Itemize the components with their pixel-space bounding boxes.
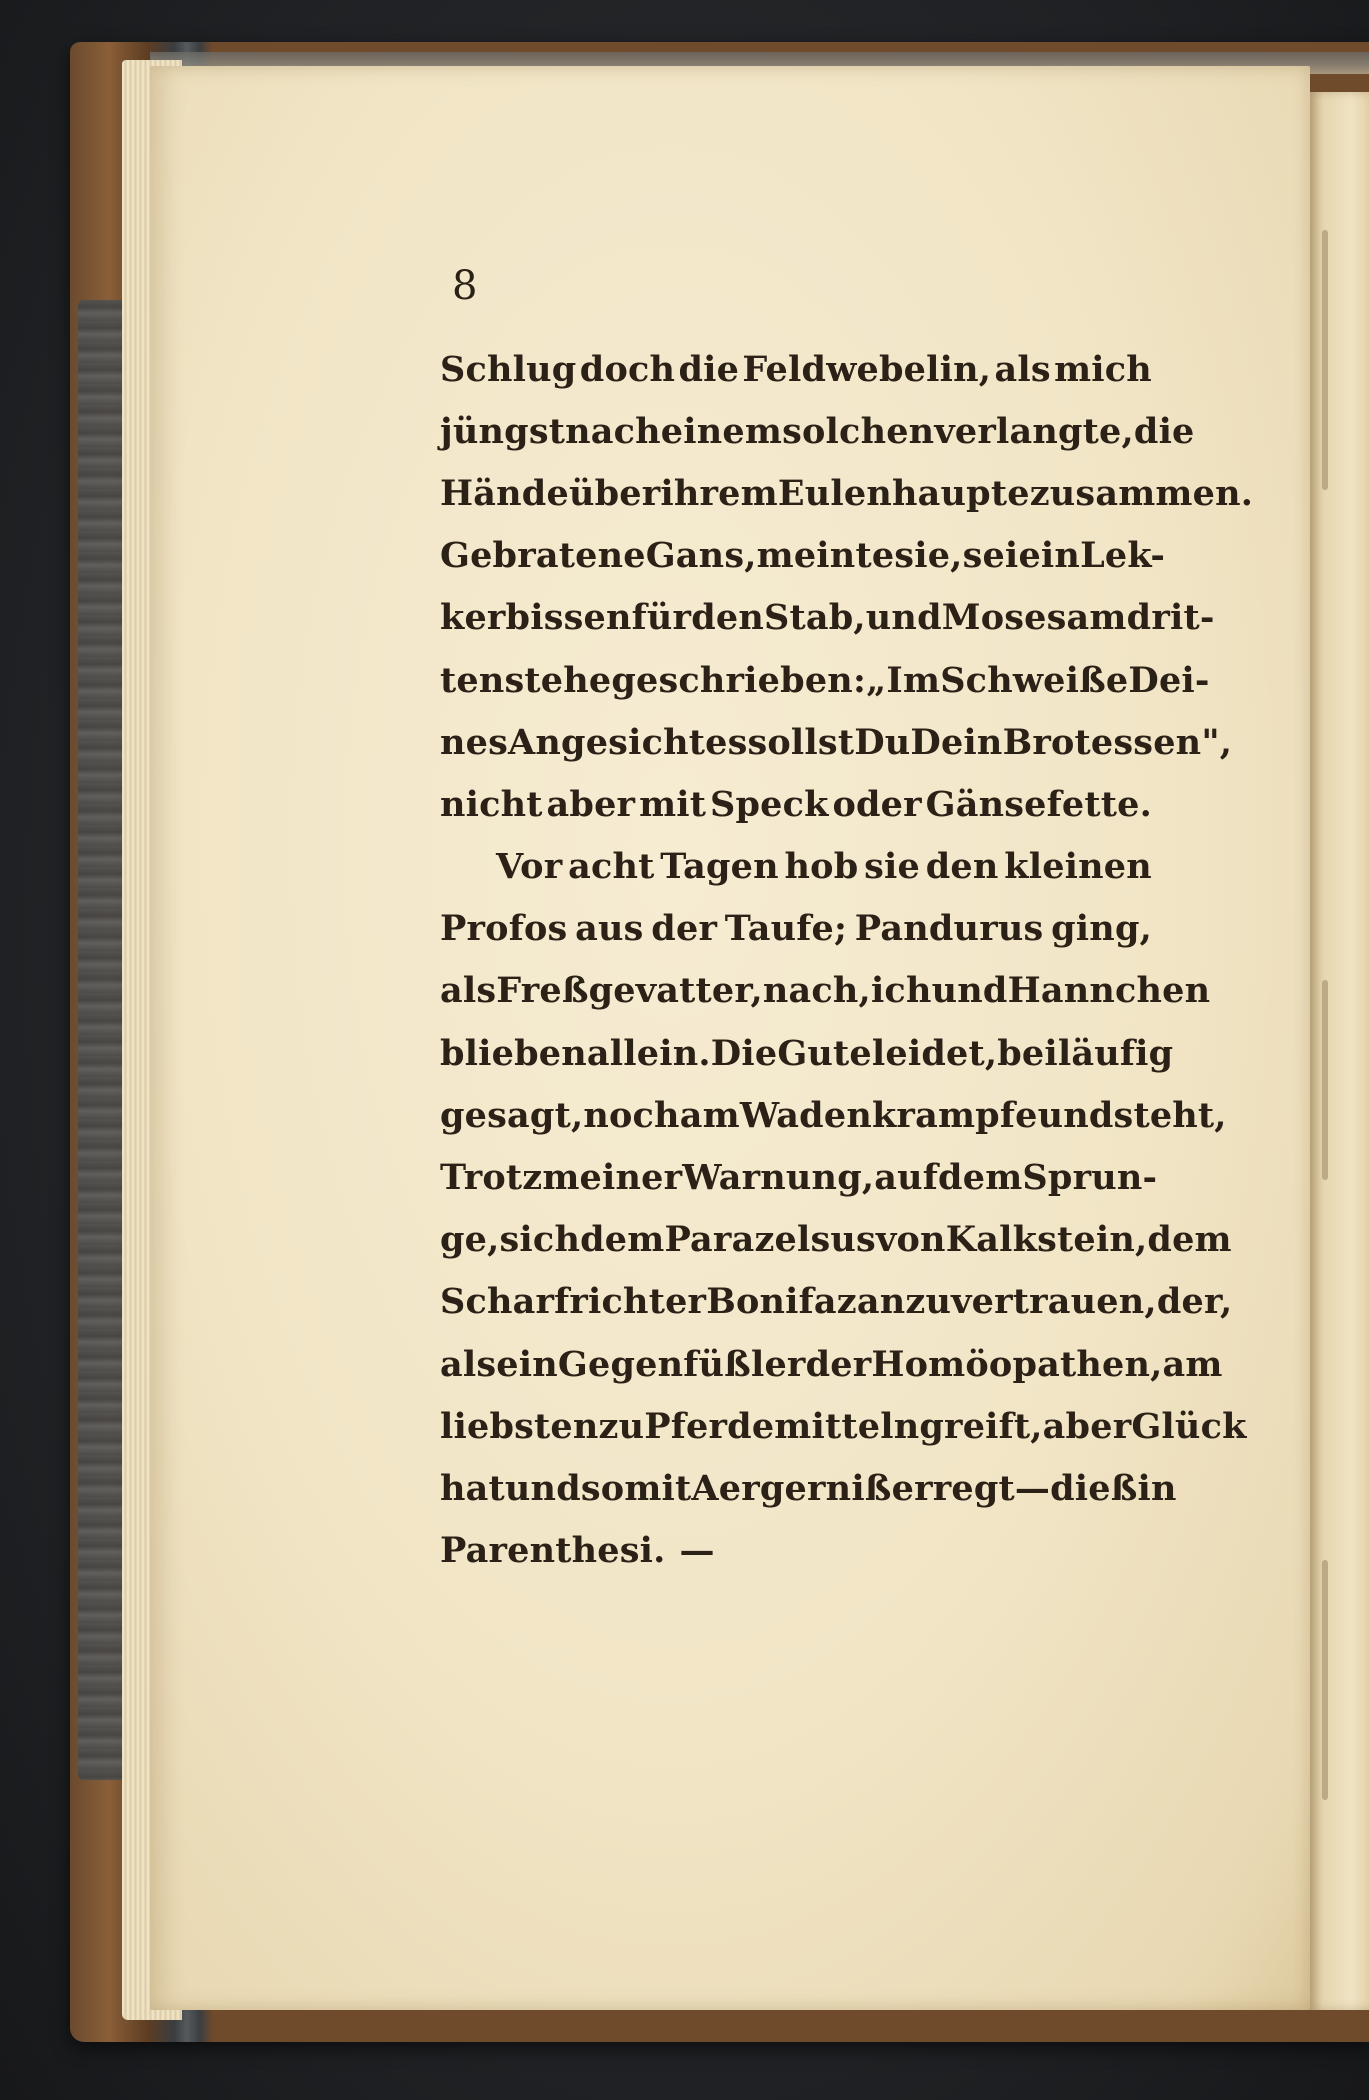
text-line <box>440 1457 1177 1519</box>
text-word: und <box>504 1467 581 1509</box>
text-line <box>440 1333 1223 1395</box>
text-word: Homöopathen, <box>871 1343 1163 1385</box>
text-word: Taufe; <box>724 908 848 950</box>
text-word: den <box>925 846 999 888</box>
text-line <box>440 338 1152 400</box>
text-word: am <box>1162 1343 1223 1385</box>
text-word: Tagen <box>660 846 779 888</box>
text-word: Glück <box>1131 1405 1247 1447</box>
text-word: als <box>440 1343 497 1385</box>
text-word: von <box>875 1219 946 1261</box>
text-line <box>440 1209 1232 1271</box>
text-word: ein <box>496 1343 558 1385</box>
text-word: Warnung, <box>682 1157 875 1199</box>
text-word: meinte <box>756 535 895 577</box>
text-word: drit- <box>1126 597 1215 639</box>
text-line <box>440 1520 1152 1582</box>
text-word: der, <box>1156 1281 1233 1323</box>
text-word: meiner <box>542 1157 683 1199</box>
text-word: solchen <box>782 410 935 452</box>
facing-page-edge <box>1308 92 1369 2010</box>
text-word: noch <box>583 1094 680 1136</box>
text-word: Kalkstein, <box>945 1219 1148 1261</box>
text-line <box>440 836 1152 898</box>
text-word: Schweiße <box>940 659 1129 701</box>
text-word: nes <box>440 721 509 763</box>
text-word: ge, <box>440 1219 500 1261</box>
text-word: nicht <box>440 783 543 825</box>
text-word: einem <box>660 410 783 452</box>
text-line <box>440 711 1233 773</box>
text-word: „Im <box>866 659 941 701</box>
text-word: — <box>1014 1467 1051 1509</box>
text-word: — <box>679 1530 715 1572</box>
text-word: Dei- <box>1128 659 1210 701</box>
text-word: Die <box>710 1032 778 1074</box>
text-word: kleinen <box>1004 846 1152 888</box>
text-word: Gegenfüßler <box>557 1343 806 1385</box>
text-word: Hände <box>440 472 569 514</box>
text-word: Moses <box>941 597 1067 639</box>
text-word: ein <box>1018 535 1081 577</box>
text-word: sie <box>864 846 920 888</box>
text-word: jüngst <box>440 410 566 452</box>
text-word: Speck <box>710 783 829 825</box>
text-line <box>440 649 1210 711</box>
text-word: Angesichtes <box>508 721 748 763</box>
text-line <box>440 587 1215 649</box>
text-word: dem <box>1147 1219 1232 1261</box>
text-word: stehe <box>504 659 612 701</box>
text-line <box>440 1146 1158 1208</box>
text-word: auf <box>874 1157 939 1199</box>
text-word: Gebratene <box>440 535 646 577</box>
text-line <box>440 1271 1233 1333</box>
text-word: oder <box>832 783 922 825</box>
text-word: Freßgevatter, <box>496 970 763 1012</box>
text-word: liebsten <box>440 1405 599 1447</box>
text-word: leidet, <box>871 1032 998 1074</box>
text-word: Trotz <box>440 1157 543 1199</box>
binding-thread-2 <box>1322 980 1328 1180</box>
binding-thread-1 <box>1322 230 1328 490</box>
text-word: sie, <box>894 535 963 577</box>
text-word: allein. <box>586 1032 711 1074</box>
text-word: Hannchen <box>1007 970 1211 1012</box>
text-word: essen", <box>1090 721 1233 763</box>
text-word: den <box>691 597 764 639</box>
text-word: Schlug <box>440 348 577 390</box>
body-text <box>440 338 1254 1582</box>
text-word: Pandurus <box>854 908 1044 950</box>
text-word: ich <box>870 970 932 1012</box>
text-word: Brot <box>1002 721 1091 763</box>
text-word: nach <box>565 410 661 452</box>
text-word: beiläufig <box>997 1032 1174 1074</box>
text-word: Gans, <box>645 535 757 577</box>
text-word: Scharfrichter <box>440 1281 707 1323</box>
text-word: Gute <box>777 1032 872 1074</box>
text-word: Wadenkrampfe <box>739 1094 1038 1136</box>
text-word: die <box>1133 410 1195 452</box>
text-word: Du <box>854 721 911 763</box>
text-word: als <box>994 348 1051 390</box>
text-word: Pferdemitteln <box>644 1405 920 1447</box>
text-word: und <box>931 970 1008 1012</box>
text-word: Stab, <box>764 597 866 639</box>
text-word: für <box>631 597 692 639</box>
text-word: anzuvertrauen, <box>856 1281 1157 1323</box>
text-word: Bonifaz <box>706 1281 857 1323</box>
text-word: doch <box>579 348 676 390</box>
text-word: nach, <box>762 970 871 1012</box>
text-line <box>440 1084 1227 1146</box>
text-word: die <box>678 348 740 390</box>
text-line <box>440 525 1166 587</box>
text-word: Profos <box>440 908 568 950</box>
binding-thread-3 <box>1322 1560 1328 1800</box>
text-word: und <box>1037 1094 1114 1136</box>
text-word: blieben <box>440 1032 587 1074</box>
text-word: mit <box>639 783 707 825</box>
text-word: aber <box>546 783 636 825</box>
text-word: Parazelsus <box>664 1219 876 1261</box>
text-word: Vor <box>496 846 563 888</box>
text-word: der <box>651 908 718 950</box>
page-number: 8 <box>452 263 478 309</box>
text-word: Gänsefette. <box>925 783 1152 825</box>
text-word: Parenthesi. <box>440 1530 666 1572</box>
text-word: hat <box>440 1467 505 1509</box>
text-word: Feldwebelin, <box>742 348 992 390</box>
text-word: als <box>440 970 497 1012</box>
text-word: der <box>805 1343 872 1385</box>
text-word: acht <box>568 846 655 888</box>
text-word: sich <box>499 1219 581 1261</box>
text-word: kerbissen <box>440 597 632 639</box>
text-word: ihrem <box>660 472 778 514</box>
text-word: gesagt, <box>440 1094 584 1136</box>
text-word: sei <box>962 535 1019 577</box>
text-word: über <box>568 472 661 514</box>
text-word: erregt <box>891 1467 1015 1509</box>
text-word: aus <box>575 908 644 950</box>
text-word: am <box>1066 597 1127 639</box>
text-word: Dein <box>910 721 1003 763</box>
text-word: am <box>679 1094 740 1136</box>
text-line <box>440 1022 1174 1084</box>
text-line <box>440 773 1152 835</box>
text-word: dem <box>580 1219 665 1261</box>
text-word: Aergerniß <box>691 1467 892 1509</box>
text-word: zusammen. <box>1029 472 1254 514</box>
text-word: dem <box>938 1157 1023 1199</box>
text-word: sollst <box>747 721 855 763</box>
text-word: dieß <box>1050 1467 1138 1509</box>
text-word: aber <box>1042 1405 1132 1447</box>
text-line <box>440 400 1195 462</box>
text-word: Eulenhaupte <box>777 472 1030 514</box>
text-line <box>440 462 1254 524</box>
text-word: in <box>1137 1467 1177 1509</box>
text-word: ging, <box>1051 908 1152 950</box>
text-word: mich <box>1054 348 1152 390</box>
text-word: und <box>865 597 942 639</box>
text-word: geschrieben: <box>611 659 867 701</box>
text-word: somit <box>580 1467 692 1509</box>
text-word: hob <box>784 846 859 888</box>
text-word: greift, <box>919 1405 1043 1447</box>
text-line <box>440 960 1211 1022</box>
text-line <box>440 898 1152 960</box>
text-word: zu <box>598 1405 645 1447</box>
text-line <box>440 1395 1247 1457</box>
text-word: ten <box>440 659 505 701</box>
text-word: verlangte, <box>934 410 1134 452</box>
text-word: Lek- <box>1080 535 1166 577</box>
text-word: Sprun- <box>1022 1157 1158 1199</box>
text-word: steht, <box>1113 1094 1227 1136</box>
